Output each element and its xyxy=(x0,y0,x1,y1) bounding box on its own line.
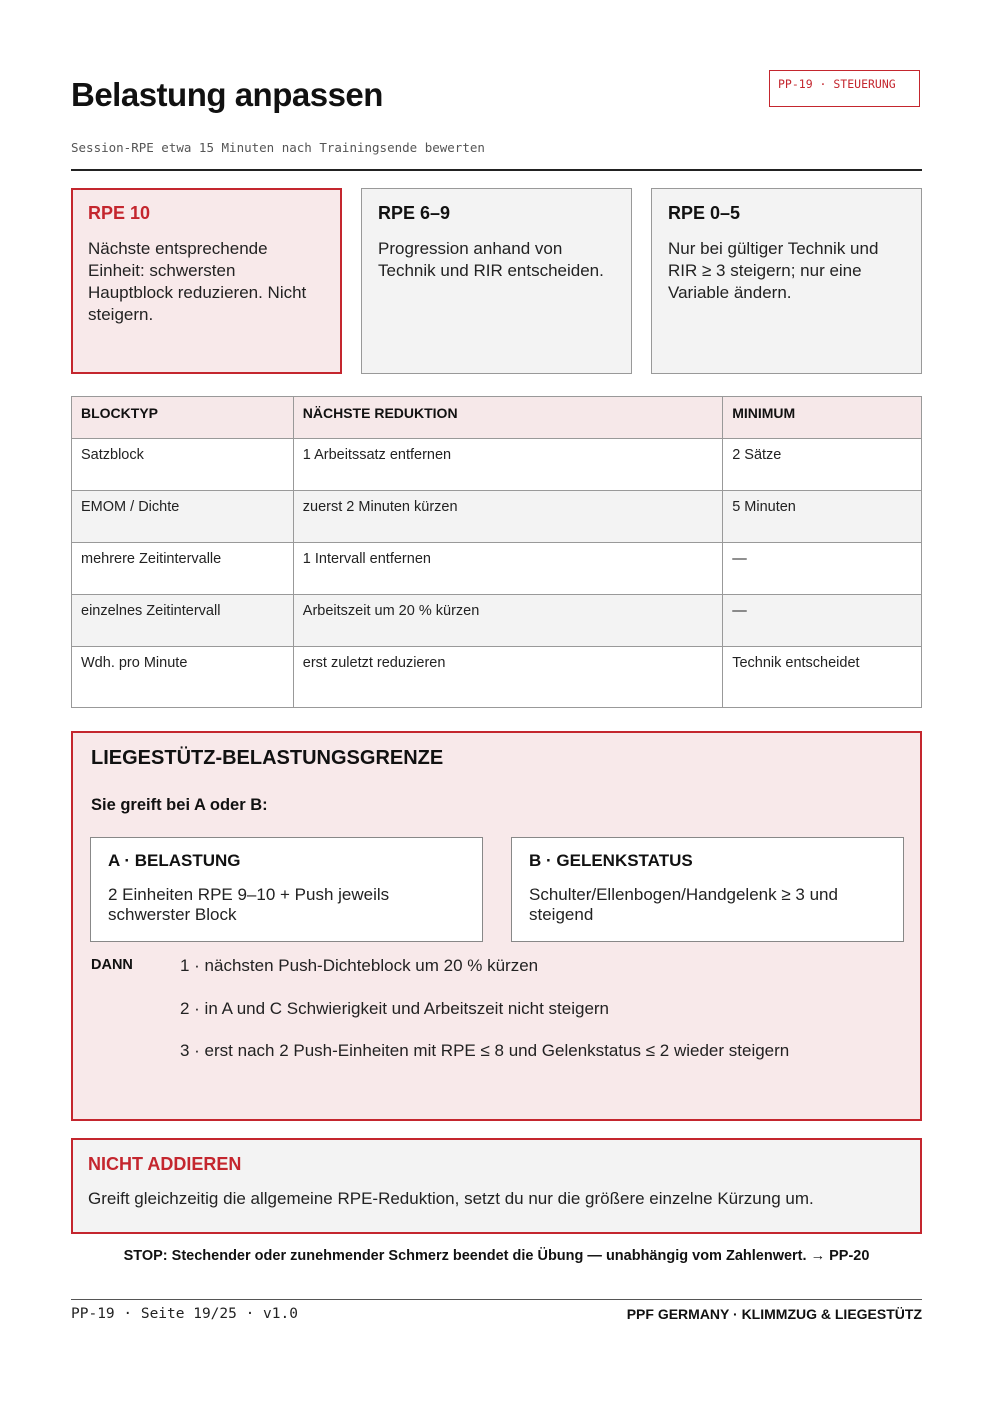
footer-rule xyxy=(71,1299,922,1300)
footer-page-info: PP-19 · Seite 19/25 · v1.0 xyxy=(71,1306,298,1322)
section-tag: PP-19 · STEUERUNG xyxy=(769,70,920,107)
rpe-card-10 xyxy=(71,188,342,374)
table-row xyxy=(72,543,922,595)
then-label: DANN xyxy=(91,957,133,973)
table-cell: zuerst 2 Minuten kürzen xyxy=(293,491,722,543)
table-cell: Wdh. pro Minute xyxy=(72,647,294,708)
table-cell: 2 Sätze xyxy=(723,439,922,491)
stop-warning: STOP: Stechender oder zunehmender Schmerz beendet die Übung — unabhängig vom Zahlenwert. → PP-20 xyxy=(123,1248,870,1264)
footer-brand: PPF GERMANY · KLIMMZUG & LIEGESTÜTZ xyxy=(626,1306,922,1322)
page-title: Belastung anpassen xyxy=(71,76,383,113)
table-cell: Technik entscheidet xyxy=(723,647,922,708)
table-cell: — xyxy=(723,595,922,647)
step-item: 2 · in A und C Schwierigkeit und Arbeitszeit nicht steigern xyxy=(180,999,610,1018)
rpe-card-text: Nächste entsprechende Einheit: schwersten Hauptblock reduzieren. Nicht steigern. xyxy=(88,239,307,324)
table-cell: Arbeitszeit um 20 % kürzen xyxy=(293,595,722,647)
table-header-row xyxy=(72,397,922,439)
condition-title: A · BELASTUNG xyxy=(108,851,241,870)
table-cell: Satzblock xyxy=(72,439,294,491)
column-header-minimum: MINIMUM xyxy=(723,397,922,439)
table-cell: erst zuletzt reduzieren xyxy=(293,647,722,708)
table-row xyxy=(72,491,922,543)
step-item: 3 · erst nach 2 Push-Einheiten mit RPE ≤ 8 und Gelenkstatus ≤ 2 wieder steigern xyxy=(180,1041,790,1060)
rpe-card-title: RPE 6–9 xyxy=(378,203,451,223)
condition-b xyxy=(511,837,904,942)
reduction-table xyxy=(71,396,922,708)
condition-a xyxy=(90,837,483,942)
rpe-card-text: Progression anhand von Technik und RIR entscheiden. xyxy=(378,239,604,280)
rpe-card-0-5 xyxy=(651,188,922,374)
rpe-card-title: RPE 0–5 xyxy=(668,203,741,223)
condition-text: Schulter/Ellenbogen/Handgelenk ≥ 3 und steigend xyxy=(529,885,838,924)
table-cell: 1 Arbeitssatz entfernen xyxy=(293,439,722,491)
table-cell: mehrere Zeitintervalle xyxy=(72,543,294,595)
condition-title: B · GELENKSTATUS xyxy=(529,851,693,870)
table-cell: 5 Minuten xyxy=(723,491,922,543)
rpe-card-title: RPE 10 xyxy=(88,203,151,223)
rpe-card-6-9 xyxy=(361,188,632,374)
condition-text: 2 Einheiten RPE 9–10 + Push jeweils schwerster Block xyxy=(108,885,390,924)
table-row xyxy=(72,647,922,708)
table-cell: 1 Intervall entfernen xyxy=(293,543,722,595)
do-not-add-box xyxy=(71,1138,922,1234)
load-limit-title: LIEGESTÜTZ-BELASTUNGSGRENZE xyxy=(91,747,444,769)
column-header-reduktion: NÄCHSTE REDUKTION xyxy=(293,397,722,439)
table-row xyxy=(72,595,922,647)
rpe-card-text: Nur bei gültiger Technik und RIR ≥ 3 steigern; nur eine Variable ändern. xyxy=(668,239,879,302)
page-subtitle: Session-RPE etwa 15 Minuten nach Trainingsende bewerten xyxy=(71,140,485,155)
load-limit-box xyxy=(71,731,922,1121)
table-cell: — xyxy=(723,543,922,595)
do-not-add-title: NICHT ADDIEREN xyxy=(88,1154,242,1174)
table-cell: einzelnes Zeitintervall xyxy=(72,595,294,647)
do-not-add-text: Greift gleichzeitig die allgemeine RPE-Reduktion, setzt du nur die größere einzelne Kürzung um. xyxy=(88,1189,814,1208)
table-row xyxy=(72,439,922,491)
load-limit-lead: Sie greift bei A oder B: xyxy=(91,796,268,814)
step-item: 1 · nächsten Push-Dichteblock um 20 % kürzen xyxy=(180,956,539,975)
table-cell: EMOM / Dichte xyxy=(72,491,294,543)
column-header-blocktyp: BLOCKTYP xyxy=(72,397,294,439)
header-rule xyxy=(71,169,922,171)
